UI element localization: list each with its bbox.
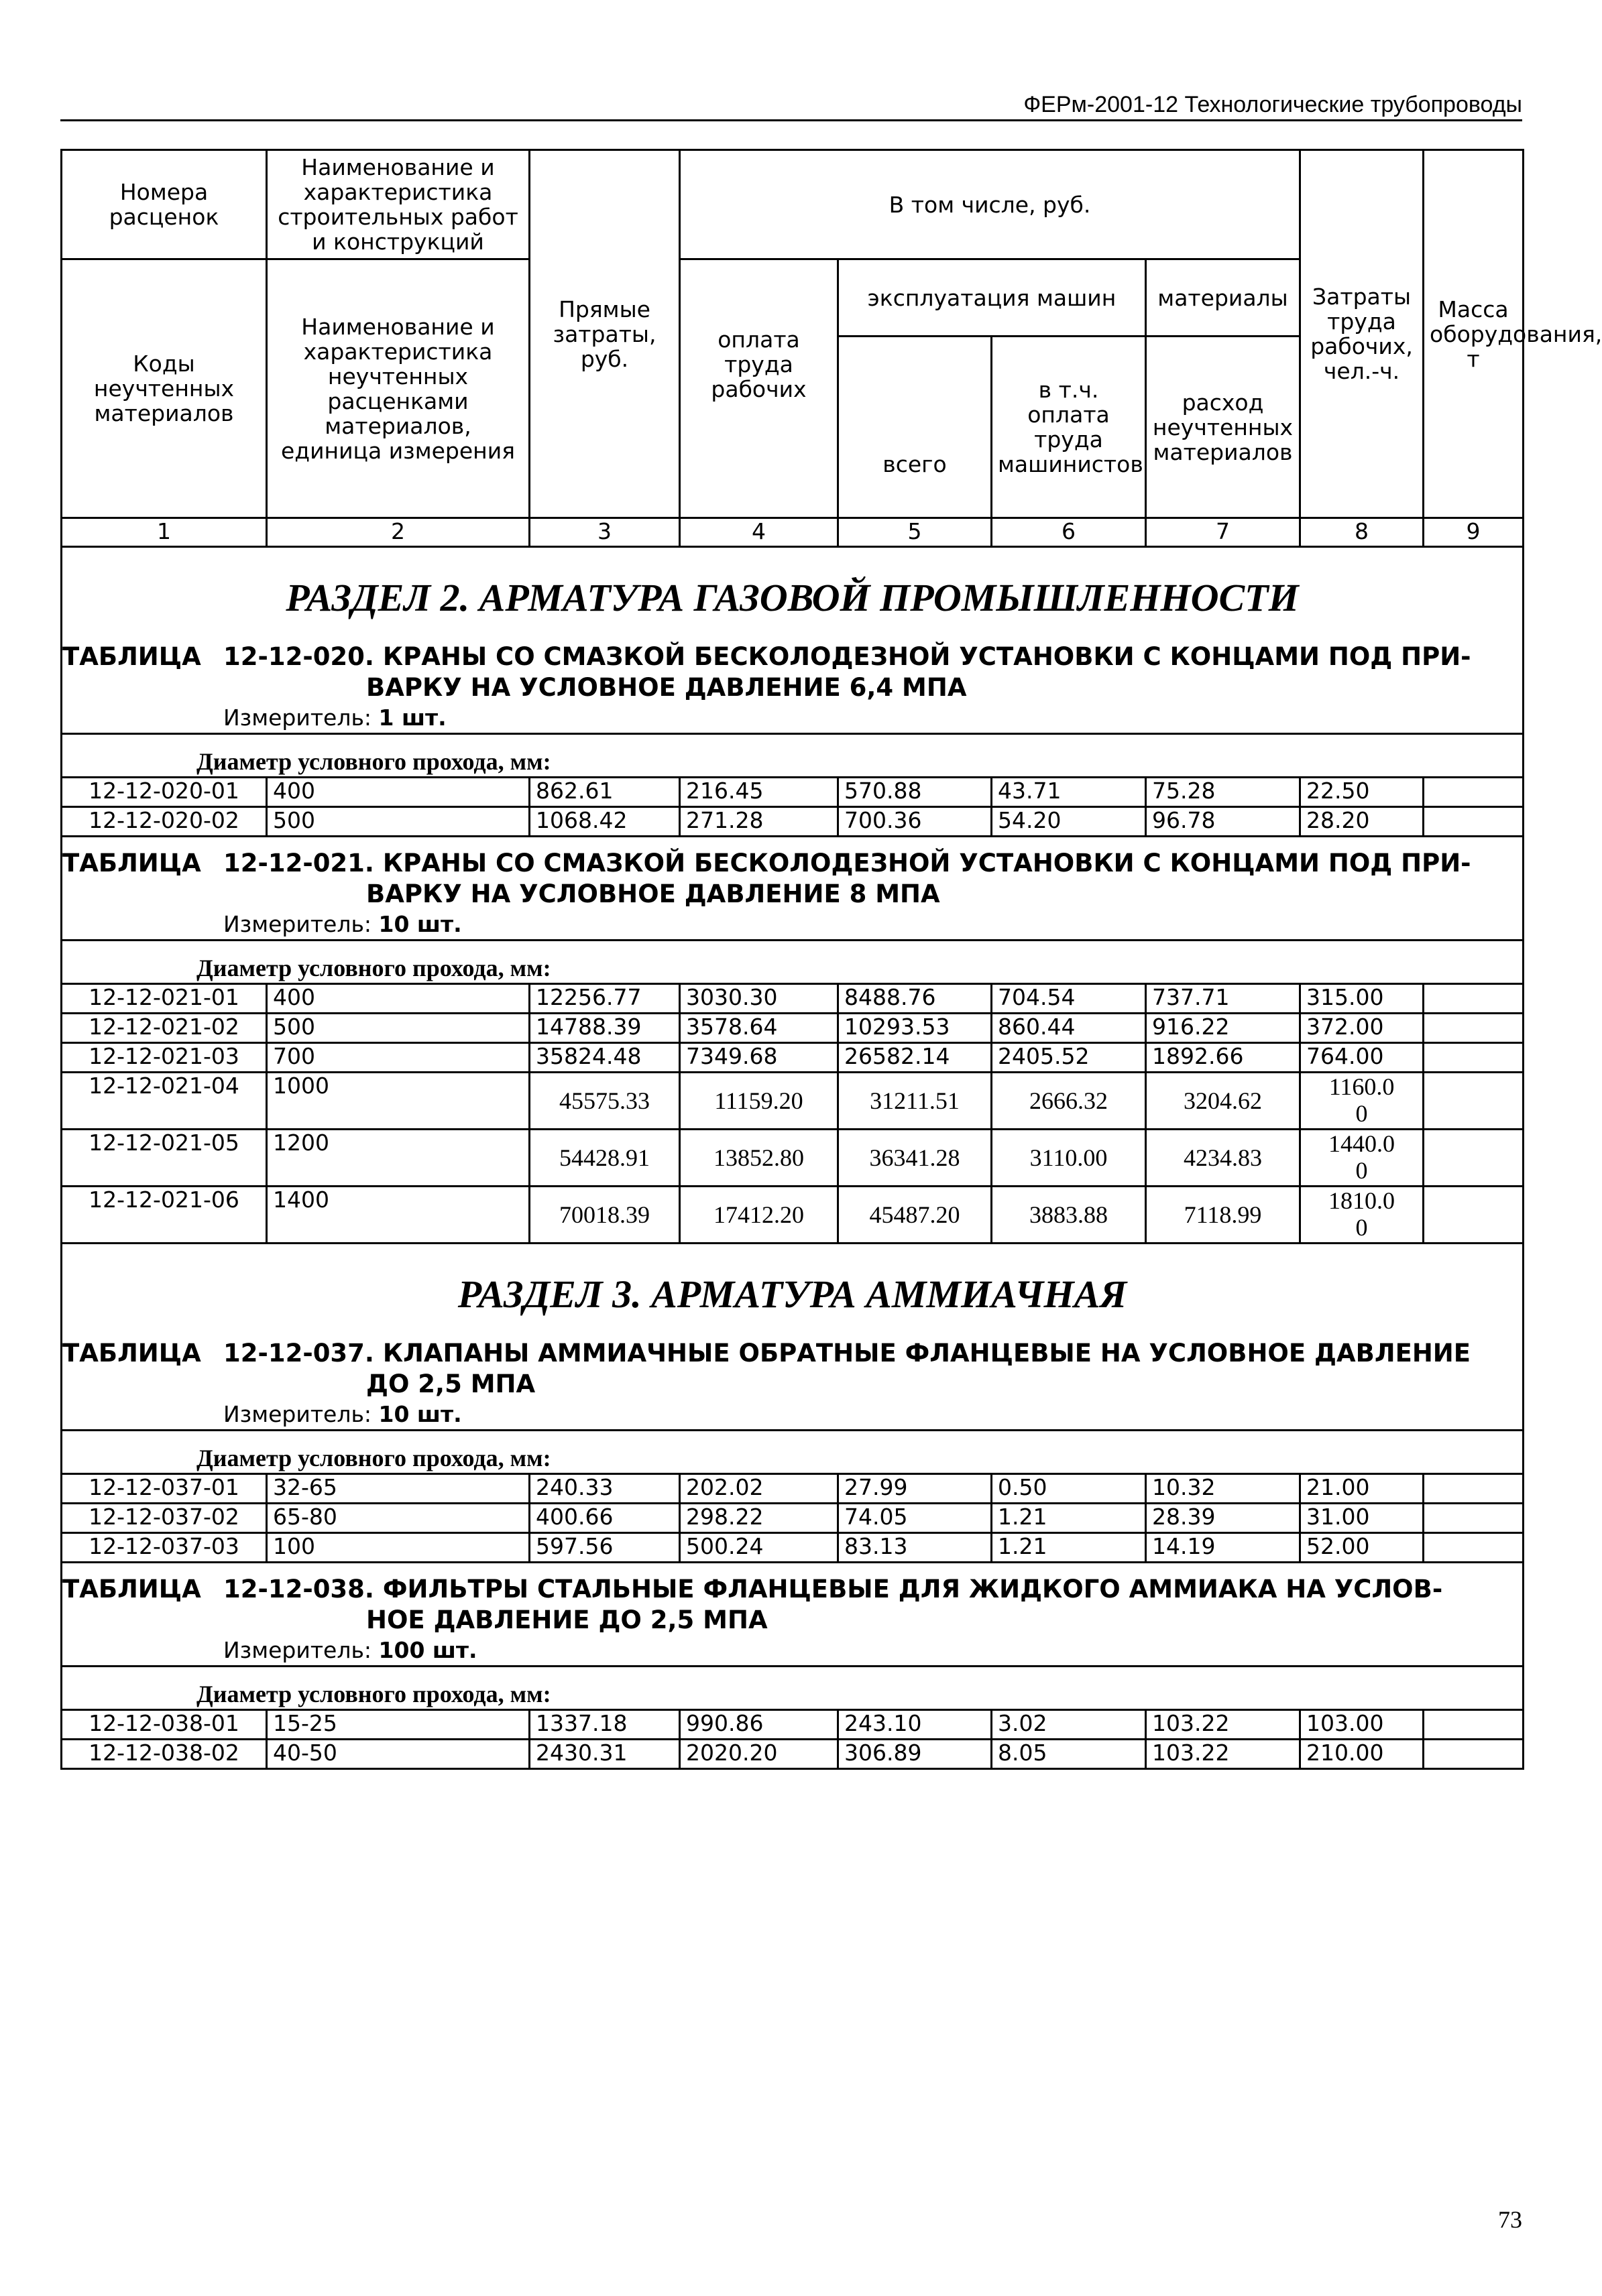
col2-top-header: Наименование и характеристика строительных работ и конструкций <box>267 150 530 259</box>
diameter-subheader: Диаметр условного прохода, мм: <box>196 748 551 775</box>
equipment-mass <box>1424 1504 1524 1533</box>
table-code-title: 12-12-038. ФИЛЬТРЫ СТАЛЬНЫЕ ФЛАНЦЕВЫЕ ДЛЯ ЖИДКОГО АММИАКА НА УСЛОВ- <box>223 1575 1443 1604</box>
diameter: 500 <box>267 1014 530 1043</box>
rate-code: 12-12-037-03 <box>62 1533 267 1563</box>
subheader-cell <box>62 734 1524 778</box>
unit-label: Измеритель: <box>223 705 372 731</box>
machines-total: 306.89 <box>838 1740 992 1769</box>
rate-code: 12-12-021-04 <box>62 1073 267 1130</box>
labor-hours-line-2: 0 <box>1355 1157 1368 1184</box>
col3-header: Прямые затраты, руб. <box>530 150 680 518</box>
unit-label: Измеритель: <box>223 1401 372 1427</box>
table-row <box>62 1130 1524 1187</box>
machines-total: 83.13 <box>838 1533 992 1563</box>
section-cell <box>62 547 1524 734</box>
subheader-row <box>62 1667 1524 1710</box>
materials: 3204.62 <box>1146 1073 1300 1130</box>
diameter: 400 <box>267 778 530 807</box>
worker-pay: 990.86 <box>680 1710 838 1740</box>
page-number: 73 <box>1498 2206 1522 2233</box>
worker-pay: 3030.30 <box>680 984 838 1014</box>
direct-costs: 1068.42 <box>530 807 680 837</box>
subheader-cell <box>62 1431 1524 1474</box>
direct-costs: 597.56 <box>530 1533 680 1563</box>
materials: 7118.99 <box>1146 1187 1300 1244</box>
col-number: 5 <box>838 518 992 547</box>
machinist-pay: 3883.88 <box>992 1187 1146 1244</box>
worker-pay: 7349.68 <box>680 1043 838 1073</box>
rate-code: 12-12-020-01 <box>62 778 267 807</box>
direct-costs: 1337.18 <box>530 1710 680 1740</box>
table-row <box>62 1474 1524 1504</box>
section-2-row <box>62 547 1524 734</box>
rate-code: 12-12-037-02 <box>62 1504 267 1533</box>
table-header-cell <box>62 837 1524 941</box>
diameter: 400 <box>267 984 530 1014</box>
direct-costs: 12256.77 <box>530 984 680 1014</box>
section-title: РАЗДЕЛ 2. АРМАТУРА ГАЗОВОЙ ПРОМЫШЛЕННОСТИ <box>286 576 1299 619</box>
table-label: ТАБЛИЦА <box>62 1575 201 1604</box>
machinist-pay: 1.21 <box>992 1504 1146 1533</box>
col2-bottom-header: Наименование и характеристика неучтенных расценками материалов, единица измерения <box>267 259 530 518</box>
table-title <box>62 837 1522 910</box>
equipment-mass <box>1424 1187 1524 1244</box>
table-code-title: 12-12-020. КРАНЫ СО СМАЗКОЙ БЕСКОЛОДЕЗНОЙ УСТАНОВКИ С КОНЦАМИ ПОД ПРИ- <box>223 642 1471 671</box>
table-label: ТАБЛИЦА <box>62 1339 201 1368</box>
table-code-title: 12-12-021. КРАНЫ СО СМАЗКОЙ БЕСКОЛОДЕЗНОЙ УСТАНОВКИ С КОНЦАМИ ПОД ПРИ- <box>223 849 1471 878</box>
diameter: 700 <box>267 1043 530 1073</box>
diameter-subheader: Диаметр условного прохода, мм: <box>196 955 551 981</box>
table-label: ТАБЛИЦА <box>62 849 201 878</box>
materials: 1892.66 <box>1146 1043 1300 1073</box>
rates-table <box>60 149 1602 1770</box>
unit-label: Измеритель: <box>223 911 372 937</box>
materials: 14.19 <box>1146 1533 1300 1563</box>
machines-total: 10293.53 <box>838 1014 992 1043</box>
labor-hours-line-1: 1810.0 <box>1328 1187 1395 1214</box>
rate-code: 12-12-038-01 <box>62 1710 267 1740</box>
equipment-mass <box>1424 1474 1524 1504</box>
machinist-pay: 704.54 <box>992 984 1146 1014</box>
machinist-pay: 860.44 <box>992 1014 1146 1043</box>
labor-hours-line-1: 1160.0 <box>1328 1073 1395 1100</box>
worker-pay: 3578.64 <box>680 1014 838 1043</box>
col-number: 1 <box>62 518 267 547</box>
direct-costs: 45575.33 <box>530 1073 680 1130</box>
worker-pay: 2020.20 <box>680 1740 838 1769</box>
equipment-mass <box>1424 984 1524 1014</box>
labor-hours: 764.00 <box>1300 1043 1424 1073</box>
col-number: 7 <box>1146 518 1300 547</box>
labor-hours: 31.00 <box>1300 1504 1424 1533</box>
machines-total: 8488.76 <box>838 984 992 1014</box>
materials: 103.22 <box>1146 1710 1300 1740</box>
labor-hours: 103.00 <box>1300 1710 1424 1740</box>
direct-costs: 14788.39 <box>530 1014 680 1043</box>
table-row <box>62 1710 1524 1740</box>
table-row <box>62 1043 1524 1073</box>
labor-hours <box>1300 1187 1424 1244</box>
labor-hours: 210.00 <box>1300 1740 1424 1769</box>
column-numbers-row <box>62 518 1524 547</box>
machines-total: 45487.20 <box>838 1187 992 1244</box>
header-row-1 <box>62 150 1524 259</box>
col-number: 4 <box>680 518 838 547</box>
table-title-continuation: ВАРКУ НА УСЛОВНОЕ ДАВЛЕНИЕ 6,4 МПА <box>366 673 967 702</box>
table-label: ТАБЛИЦА <box>62 642 201 671</box>
labor-hours: 21.00 <box>1300 1474 1424 1504</box>
unit-label: Измеритель: <box>223 1637 372 1663</box>
materials-header: материалы <box>1146 259 1300 337</box>
labor-hours: 372.00 <box>1300 1014 1424 1043</box>
direct-costs: 400.66 <box>530 1504 680 1533</box>
table-row <box>62 1740 1524 1769</box>
direct-costs: 240.33 <box>530 1474 680 1504</box>
labor-hours: 22.50 <box>1300 778 1424 807</box>
table-row <box>62 807 1524 837</box>
machines-total: 31211.51 <box>838 1073 992 1130</box>
col9-header: Масса оборудования, т <box>1424 150 1524 518</box>
worker-pay: 202.02 <box>680 1474 838 1504</box>
equipment-mass <box>1424 1043 1524 1073</box>
diameter: 15-25 <box>267 1710 530 1740</box>
rate-code: 12-12-021-02 <box>62 1014 267 1043</box>
direct-costs: 54428.91 <box>530 1130 680 1187</box>
materials: 75.28 <box>1146 778 1300 807</box>
col1-top-header: Номера расценок <box>62 150 267 259</box>
labor-hours: 315.00 <box>1300 984 1424 1014</box>
direct-costs: 70018.39 <box>530 1187 680 1244</box>
col4-header: оплата труда рабочих <box>680 259 838 518</box>
machines-total: 570.88 <box>838 778 992 807</box>
direct-costs: 2430.31 <box>530 1740 680 1769</box>
machines-total: 243.10 <box>838 1710 992 1740</box>
col-number: 3 <box>530 518 680 547</box>
equipment-mass <box>1424 1710 1524 1740</box>
machinist-pay: 3110.00 <box>992 1130 1146 1187</box>
section-3-row <box>62 1244 1524 1431</box>
subheader-row <box>62 734 1524 778</box>
rate-code: 12-12-021-03 <box>62 1043 267 1073</box>
materials: 28.39 <box>1146 1504 1300 1533</box>
diameter: 65-80 <box>267 1504 530 1533</box>
col-number: 6 <box>992 518 1146 547</box>
unit-line <box>62 910 1522 939</box>
labor-hours-line-2: 0 <box>1355 1214 1368 1241</box>
machinist-pay: 8.05 <box>992 1740 1146 1769</box>
machines-total: 36341.28 <box>838 1130 992 1187</box>
unit-value: 100 шт. <box>378 1637 477 1663</box>
worker-pay: 298.22 <box>680 1504 838 1533</box>
rate-code: 12-12-038-02 <box>62 1740 267 1769</box>
machinist-pay: 3.02 <box>992 1710 1146 1740</box>
rate-code: 12-12-020-02 <box>62 807 267 837</box>
equipment-mass <box>1424 807 1524 837</box>
running-title: ФЕРм-2001-12 Технологические трубопроводы <box>1023 92 1522 117</box>
col-number: 9 <box>1424 518 1524 547</box>
table-code-title: 12-12-037. КЛАПАНЫ АММИАЧНЫЕ ОБРАТНЫЕ ФЛАНЦЕВЫЕ НА УСЛОВНОЕ ДАВЛЕНИЕ <box>223 1339 1471 1368</box>
unit-value: 10 шт. <box>378 911 462 937</box>
table-header-row <box>62 1563 1524 1667</box>
subheader-row <box>62 1431 1524 1474</box>
equipment-mass <box>1424 778 1524 807</box>
diameter: 40-50 <box>267 1740 530 1769</box>
running-header <box>60 91 1522 121</box>
rate-code: 12-12-037-01 <box>62 1474 267 1504</box>
worker-pay: 271.28 <box>680 807 838 837</box>
materials: 916.22 <box>1146 1014 1300 1043</box>
unit-value: 1 шт. <box>378 705 447 731</box>
equipment-mass <box>1424 1533 1524 1563</box>
machines-total: 700.36 <box>838 807 992 837</box>
table-row <box>62 1504 1524 1533</box>
machinist-pay: 54.20 <box>992 807 1146 837</box>
unit-value: 10 шт. <box>378 1401 462 1427</box>
col-number: 8 <box>1300 518 1424 547</box>
worker-pay: 13852.80 <box>680 1130 838 1187</box>
table-title-continuation: НОЕ ДАВЛЕНИЕ ДО 2,5 МПА <box>366 1606 768 1634</box>
machines-total: 27.99 <box>838 1474 992 1504</box>
col6-header: в т.ч. оплата труда машинистов <box>992 337 1146 518</box>
machinist-pay: 2666.32 <box>992 1073 1146 1130</box>
equipment-mass <box>1424 1014 1524 1043</box>
table-row <box>62 1073 1524 1130</box>
table-row <box>62 1533 1524 1563</box>
equipment-mass <box>1424 1740 1524 1769</box>
machinist-pay: 0.50 <box>992 1474 1146 1504</box>
machinist-pay: 2405.52 <box>992 1043 1146 1073</box>
col1-bottom-header: Коды неучтенных материалов <box>62 259 267 518</box>
labor-hours: 52.00 <box>1300 1533 1424 1563</box>
section-cell <box>62 1244 1524 1431</box>
table-title <box>62 642 1522 703</box>
equipment-mass <box>1424 1130 1524 1187</box>
labor-hours-line-2: 0 <box>1355 1100 1368 1127</box>
worker-pay: 17412.20 <box>680 1187 838 1244</box>
section-title: РАЗДЕЛ 3. АРМАТУРА АММИАЧНАЯ <box>457 1272 1127 1316</box>
table-header-row <box>62 837 1524 941</box>
materials: 96.78 <box>1146 807 1300 837</box>
machines-total: 74.05 <box>838 1504 992 1533</box>
worker-pay: 11159.20 <box>680 1073 838 1130</box>
subheader-cell <box>62 941 1524 984</box>
worker-pay: 216.45 <box>680 778 838 807</box>
rate-code: 12-12-021-05 <box>62 1130 267 1187</box>
materials: 737.71 <box>1146 984 1300 1014</box>
labor-hours: 28.20 <box>1300 807 1424 837</box>
diameter-subheader: Диаметр условного прохода, мм: <box>196 1445 551 1471</box>
materials: 10.32 <box>1146 1474 1300 1504</box>
col5-header: всего <box>838 337 992 518</box>
table-row <box>62 1014 1524 1043</box>
diameter: 32-65 <box>267 1474 530 1504</box>
labor-hours <box>1300 1130 1424 1187</box>
diameter: 100 <box>267 1533 530 1563</box>
table-row <box>62 1187 1524 1244</box>
group-header: В том числе, руб. <box>680 150 1300 259</box>
subheader-cell <box>62 1667 1524 1710</box>
rate-code: 12-12-021-06 <box>62 1187 267 1244</box>
unit-line <box>62 1400 1522 1429</box>
table-row <box>62 778 1524 807</box>
machines-total: 26582.14 <box>838 1043 992 1073</box>
diameter: 1400 <box>267 1187 530 1244</box>
diameter: 1200 <box>267 1130 530 1187</box>
col8-header: Затраты труда рабочих, чел.-ч. <box>1300 150 1424 518</box>
equipment-mass <box>1424 1073 1524 1130</box>
col-number: 2 <box>267 518 530 547</box>
col7-header: расход неучтенных материалов <box>1146 337 1300 518</box>
direct-costs: 862.61 <box>530 778 680 807</box>
materials: 103.22 <box>1146 1740 1300 1769</box>
materials: 4234.83 <box>1146 1130 1300 1187</box>
labor-hours <box>1300 1073 1424 1130</box>
rate-code: 12-12-021-01 <box>62 984 267 1014</box>
diameter: 500 <box>267 807 530 837</box>
diameter: 1000 <box>267 1073 530 1130</box>
table-title-continuation: ВАРКУ НА УСЛОВНОЕ ДАВЛЕНИЕ 8 МПА <box>366 880 940 908</box>
table-title <box>62 1338 1522 1400</box>
unit-line <box>62 1636 1522 1665</box>
labor-hours-line-1: 1440.0 <box>1328 1130 1395 1157</box>
table-header-cell <box>62 1563 1524 1667</box>
diameter-subheader: Диаметр условного прохода, мм: <box>196 1681 551 1707</box>
worker-pay: 500.24 <box>680 1533 838 1563</box>
direct-costs: 35824.48 <box>530 1043 680 1073</box>
table-row <box>62 984 1524 1014</box>
machinist-pay: 43.71 <box>992 778 1146 807</box>
subheader-row <box>62 941 1524 984</box>
machinist-pay: 1.21 <box>992 1533 1146 1563</box>
machines-header: эксплуатация машин <box>838 259 1146 337</box>
table-title <box>62 1563 1522 1636</box>
unit-line <box>62 703 1522 733</box>
table-title-continuation: ДО 2,5 МПА <box>366 1370 536 1398</box>
